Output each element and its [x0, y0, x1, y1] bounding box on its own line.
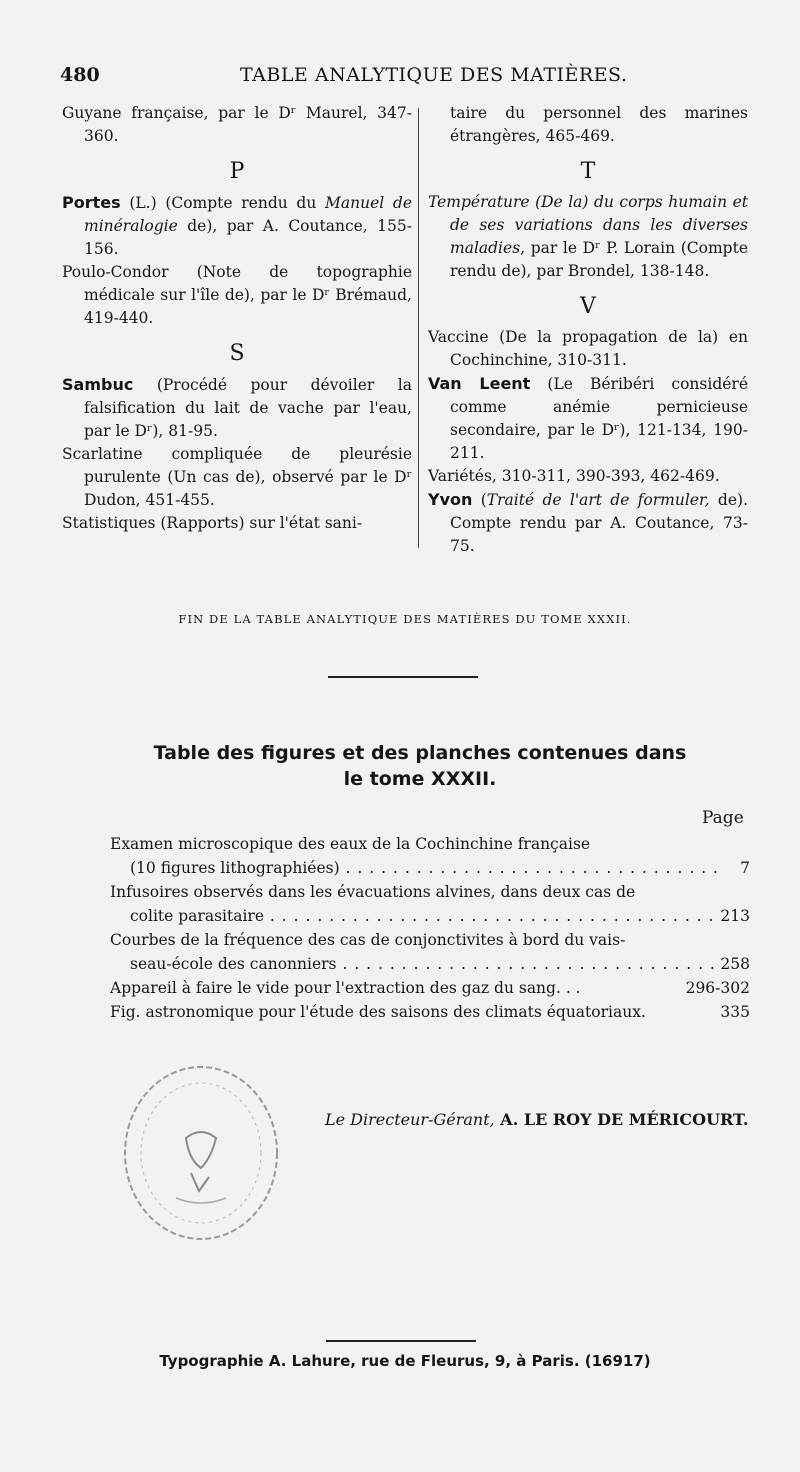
figure-page: 213: [720, 907, 750, 925]
figure-item: [110, 832, 750, 856]
section-rule: [328, 676, 478, 678]
figure-item: [110, 880, 750, 904]
section-letter-v: V: [580, 294, 596, 319]
index-entry-poulo-condor: [62, 261, 412, 330]
index-entry-varietes: [428, 465, 748, 488]
right-column: [428, 102, 748, 558]
entry-text: (L.) (Compte rendu du: [120, 194, 326, 212]
entry-italic: Manuel de minéralogie: [84, 194, 413, 235]
figure-item: [110, 1000, 750, 1024]
entry-text: (: [472, 491, 487, 509]
entry-text: Statistiques (Rapports) sur l'état sani-: [62, 514, 363, 532]
headword: Sambuc: [62, 375, 134, 394]
index-entry-temperature: [428, 191, 748, 283]
index-entry-sambuc: [62, 373, 412, 443]
index-entry-scarlatine: [62, 443, 412, 512]
end-of-index-note: FIN DE LA TABLE ANALYTIQUE DES MATIÈRES DU TOME XXXII.: [178, 612, 632, 626]
figure-title: Examen microscopique des eaux de la Cochinchine française: [110, 835, 591, 853]
library-stamp: [116, 1058, 286, 1248]
page-number: 480: [60, 64, 100, 86]
figure-title: (10 figures lithographiées) . . .: [110, 856, 724, 880]
figure-item-cont: [110, 904, 750, 928]
column-divider: [418, 108, 419, 548]
entry-text: (Procédé pour dévoiler la falsification du lait de vache par l'eau, par le Dʳ), 81-95.: [84, 376, 412, 440]
figure-page: 335: [720, 1003, 750, 1021]
left-column: [62, 102, 412, 535]
imprint-rule: [326, 1340, 476, 1342]
entry-text: , par le Dʳ P. Lorain (Compte rendu de), par Brondel, 138-148.: [450, 239, 748, 280]
headword: Van Leent: [428, 374, 531, 393]
entry-text: de). Compte rendu par A. Coutance, 73-75.: [450, 491, 748, 555]
running-title: TABLE ANALYTIQUE DES MATIÈRES.: [240, 64, 628, 86]
index-entry-van-leent: [428, 372, 748, 465]
entry-text: Poulo-Condor (Note de topographie médicale sur l'île de), par le Dʳ Brémaud, 419-440.: [62, 263, 412, 327]
index-entry-vaccine: [428, 326, 748, 372]
signature: [325, 1110, 748, 1129]
figure-item: [110, 928, 750, 952]
entry-text: Guyane française, par le Dʳ Maurel, 347-360.: [62, 104, 412, 145]
figure-page: 258: [720, 955, 750, 973]
figure-title: Courbes de la fréquence des cas de conjonctivites à bord du vais-: [110, 931, 626, 949]
figure-item: [110, 976, 750, 1000]
printer-imprint: Typographie A. Lahure, rue de Fleurus, 9, à Paris. (16917): [159, 1352, 651, 1370]
figure-page: 7: [740, 859, 750, 877]
page-column-heading: Page: [702, 808, 744, 828]
figure-item-cont: [110, 856, 750, 880]
signature-title: Le Directeur-Gérant,: [325, 1110, 495, 1129]
index-entry-portes: [62, 191, 412, 261]
entry-text: de), par A. Coutance, 155-156.: [84, 217, 412, 258]
entry-text: (Le Béribéri considéré comme anémie pernicieuse secondaire, par le Dʳ), 121-134, 190-211.: [450, 375, 749, 462]
index-entry-guyane: [62, 102, 412, 148]
entry-italic: Traité de l'art de formuler,: [486, 491, 710, 509]
figures-table-title: [110, 740, 730, 792]
signature-name: A. LE ROY DE MÉRICOURT.: [494, 1110, 749, 1129]
figure-page: 296-302: [685, 979, 750, 997]
headword: Yvon: [428, 490, 473, 509]
figures-title-line: Table des figures et des planches contenues dans: [153, 742, 687, 764]
section-letter-t: T: [580, 159, 596, 184]
entry-italic: Température (De la) du corps humain et de ses variations dans les diverses maladies: [428, 193, 748, 257]
figures-list: [110, 832, 750, 1024]
figure-title: Appareil à faire le vide pour l'extraction des gaz du sang. . .: [110, 979, 581, 997]
figure-title: Infusoires observés dans les évacuations alvines, dans deux cas de: [110, 883, 636, 901]
entry-text: Variétés, 310-311, 390-393, 462-469.: [428, 467, 720, 485]
headword: Portes: [62, 193, 121, 212]
entry-text: Vaccine (De la propagation de la) en Cochinchine, 310-311.: [428, 328, 748, 369]
figure-item-cont: [110, 952, 750, 976]
page-header: [60, 64, 750, 94]
index-entry-yvon: [428, 488, 748, 558]
section-letter-s: S: [229, 341, 245, 366]
entry-text: Scarlatine compliquée de pleurésie purulente (Un cas de), observé par le Dʳ Dudon, 451-455.: [62, 445, 412, 509]
section-letter-p: P: [229, 159, 245, 184]
figure-title: colite parasitaire . . .: [110, 904, 714, 928]
figures-title-line: le tome XXXII.: [343, 768, 497, 790]
figure-title: Fig. astronomique pour l'étude des saisons des climats équatoriaux.: [110, 1003, 646, 1021]
index-entry-continuation: taire du personnel des marines étrangères, 465-469.: [450, 104, 748, 145]
figure-title: seau-école des canonniers . . .: [110, 952, 714, 976]
index-entry-statistiques: [62, 512, 412, 535]
